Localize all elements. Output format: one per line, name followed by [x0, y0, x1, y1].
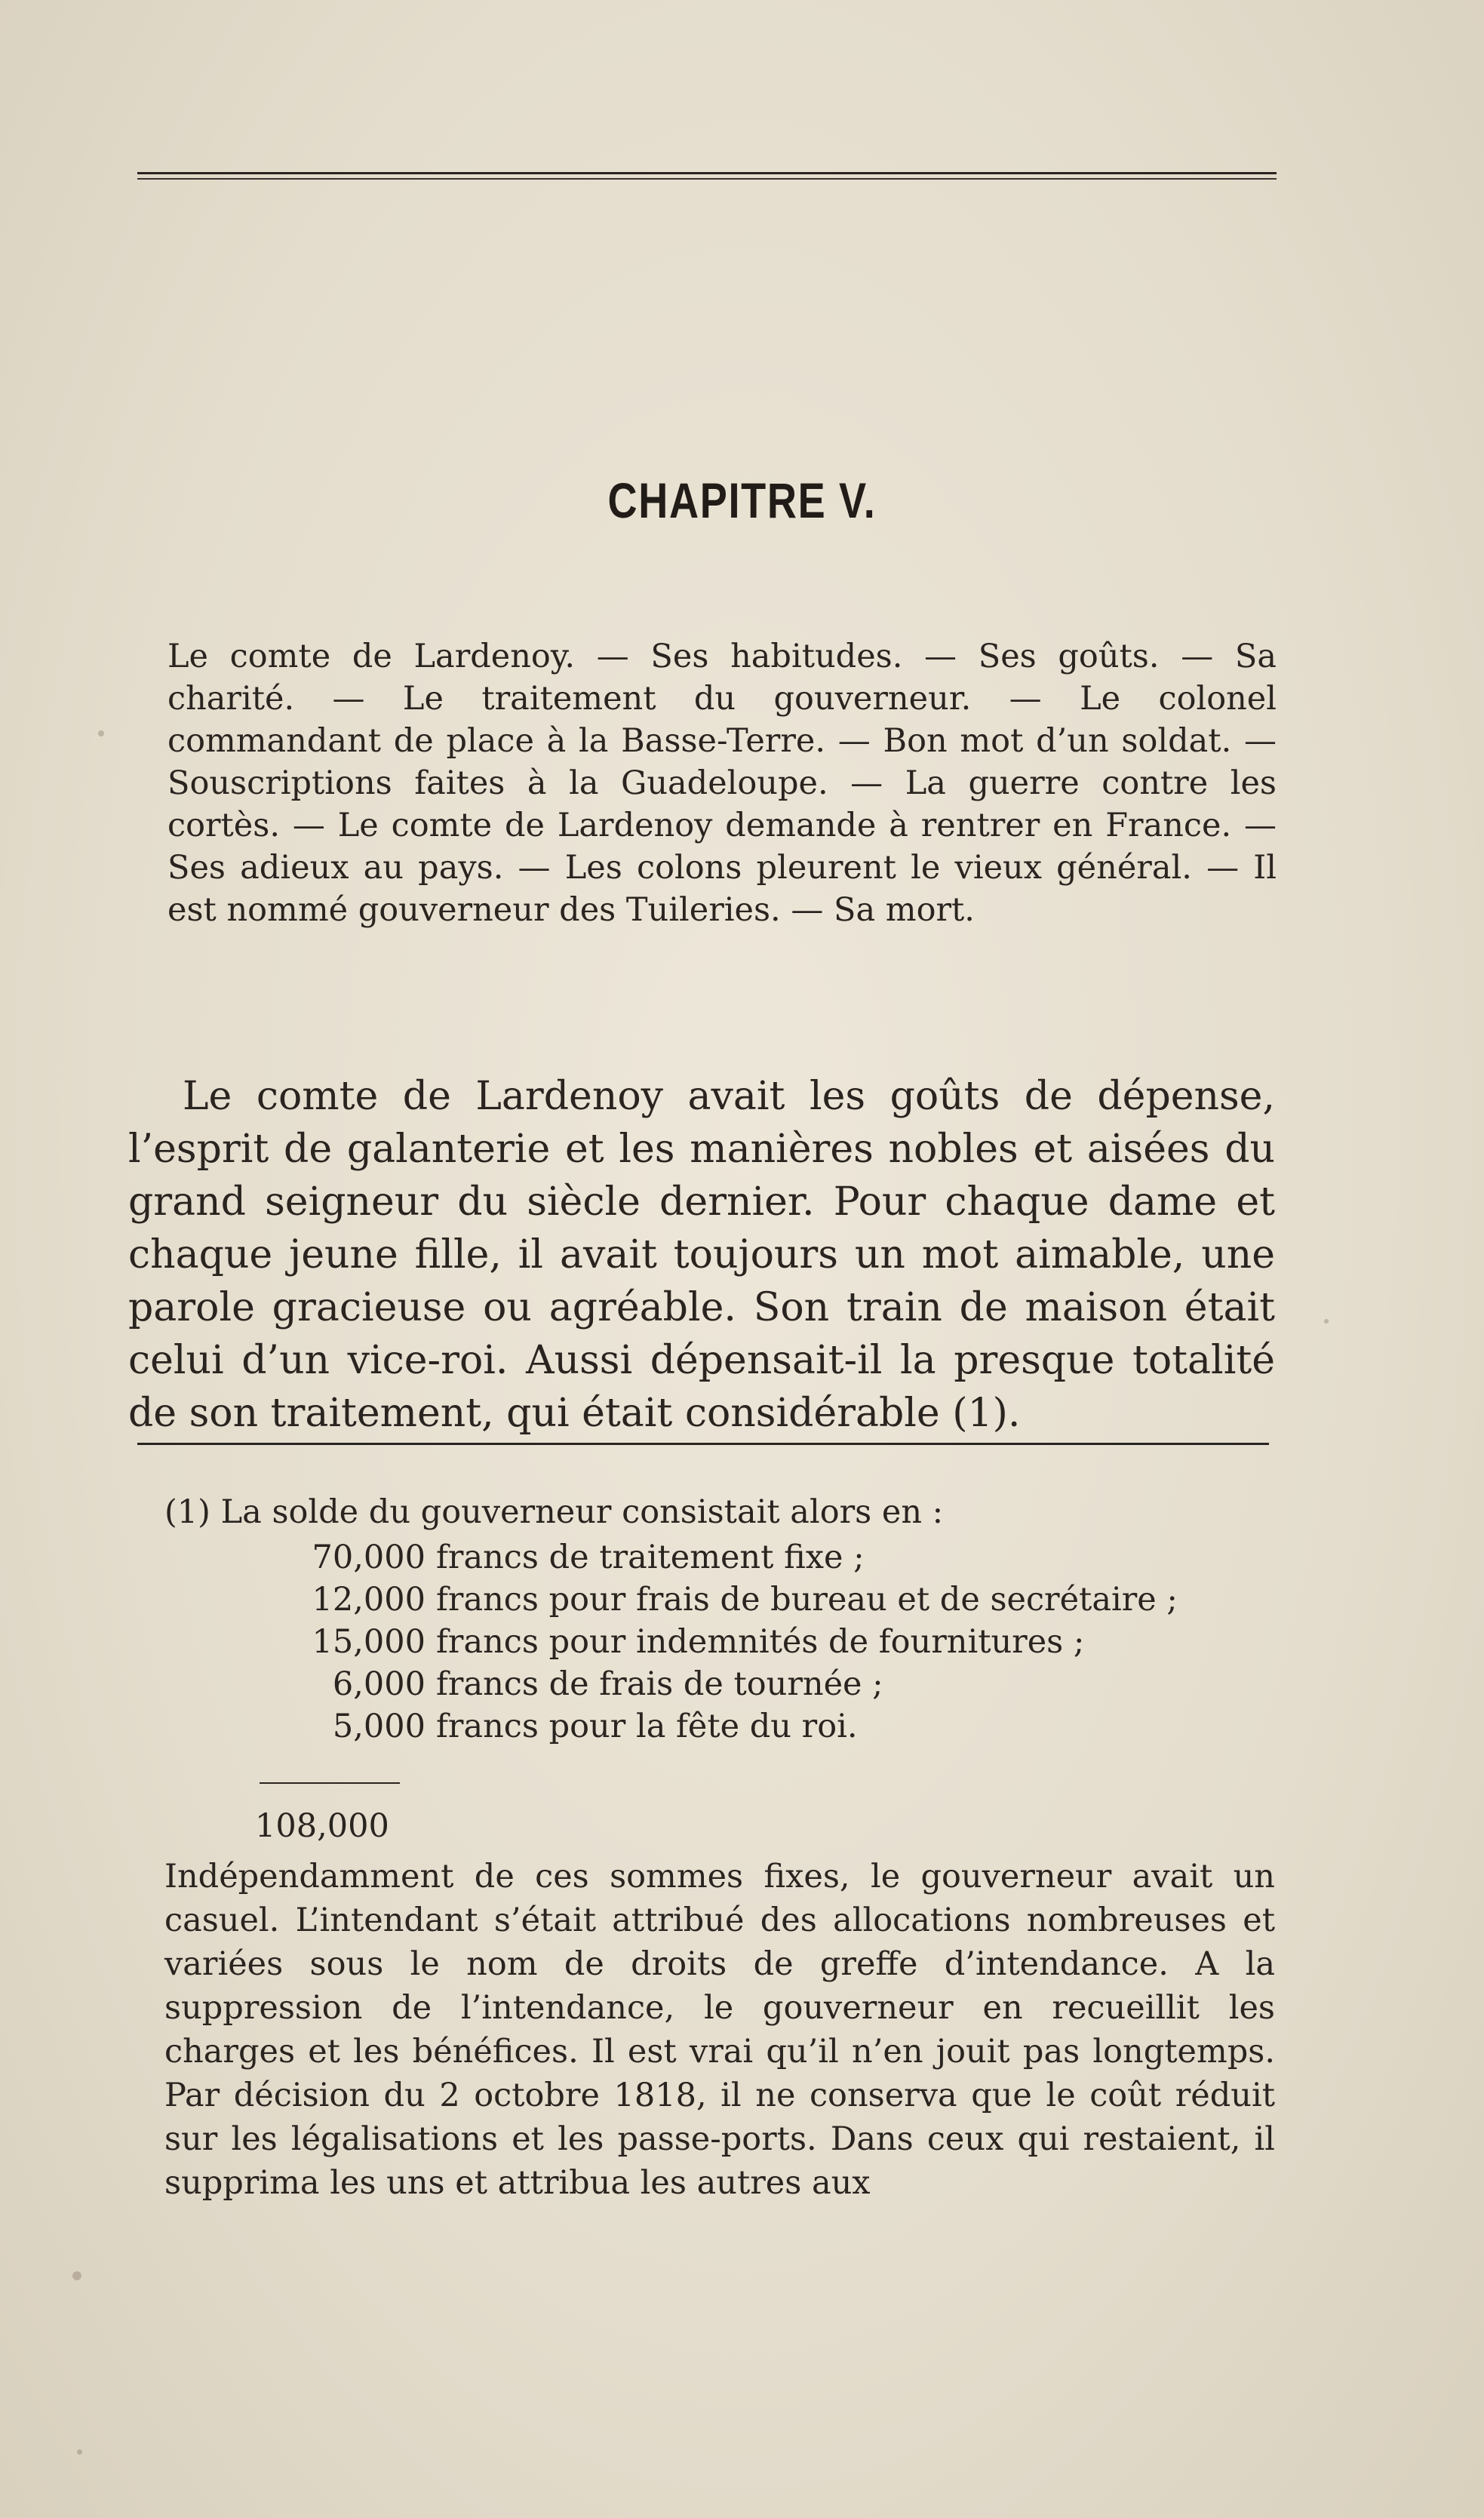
salary-label: francs de traitement fixe ;: [436, 1539, 865, 1576]
header-rule: [137, 172, 1277, 174]
salary-item: [253, 1663, 1178, 1705]
chapter-title: CHAPITRE V.: [607, 472, 877, 528]
salary-amount: 5,000: [332, 1708, 426, 1745]
salary-item: [253, 1621, 1178, 1663]
paper-speck: [77, 2449, 82, 2455]
footnote-intro: (1) La solde du gouverneur consistait alors en :: [164, 1493, 944, 1531]
salary-label: francs pour la fête du roi.: [436, 1708, 858, 1745]
chapter-summary: Le comte de Lardenoy. — Ses habitudes. — Ses goûts. — Sa charité. — Le traitement du gouverneur. — Le colonel commandant de place à la Basse-Terre. — Bon mot d’un soldat. — Souscriptions faites à la Guadeloupe. — La guerre contre les cortès. — Le comte de Lardenoy demande à rentrer en France. — Ses adieux au pays. — Les colons pleurent le vieux général. — Il est nommé gouverneur des Tuileries. — Sa mort.: [167, 638, 1277, 929]
salary-amount: 15,000: [312, 1623, 426, 1661]
body-paragraph: Le comte de Lardenoy avait les goûts de dépense, l’esprit de galanterie et les manières nobles et aisées du grand seigneur du siècle dernier. Pour chaque dame et chaque jeune fille, il avait toujours un mot aimable, une parole gracieuse ou agréable. Son train de maison était celui d’un vice-roi. Aussi dépensait-il la presque totalité de son traitement, qui était considérable (1).: [128, 1074, 1275, 1436]
salary-amount: 12,000: [312, 1581, 426, 1619]
sum-rule: [260, 1782, 400, 1784]
paper-speck: [72, 2271, 81, 2280]
footnote-rule: [137, 1443, 1269, 1445]
salary-item: [253, 1579, 1178, 1621]
footnote-paragraph: Indépendamment de ces sommes fixes, le gouverneur avait un casuel. L’intendant s’était attribué des allocations nombreuses et variées sous le nom de droits de greffe d’intendance. A la suppression de l’intendance, le gouverneur en recueillit les charges et les bénéfices. Il est vrai qu’il n’en jouit pas longtemps. Par décision du 2 octobre 1818, il ne conserva que le coût réduit sur les légalisations et les passe-ports. Dans ceux qui restaient, il supprima les uns et attribua les autres aux: [164, 1858, 1275, 2202]
paper-speck: [98, 730, 104, 736]
footnote-salary-list: [253, 1536, 1178, 1748]
salary-amount: 6,000: [332, 1665, 426, 1703]
paper-speck: [1324, 1319, 1329, 1324]
salary-label: francs pour frais de bureau et de secrétaire ;: [436, 1581, 1178, 1619]
salary-amount: 70,000: [312, 1539, 426, 1576]
salary-item: [253, 1705, 1178, 1748]
salary-label: francs pour indemnités de fournitures ;: [436, 1623, 1085, 1661]
salary-total: 108,000: [255, 1807, 389, 1845]
salary-item: [253, 1536, 1178, 1579]
salary-label: francs de frais de tournée ;: [436, 1665, 883, 1703]
